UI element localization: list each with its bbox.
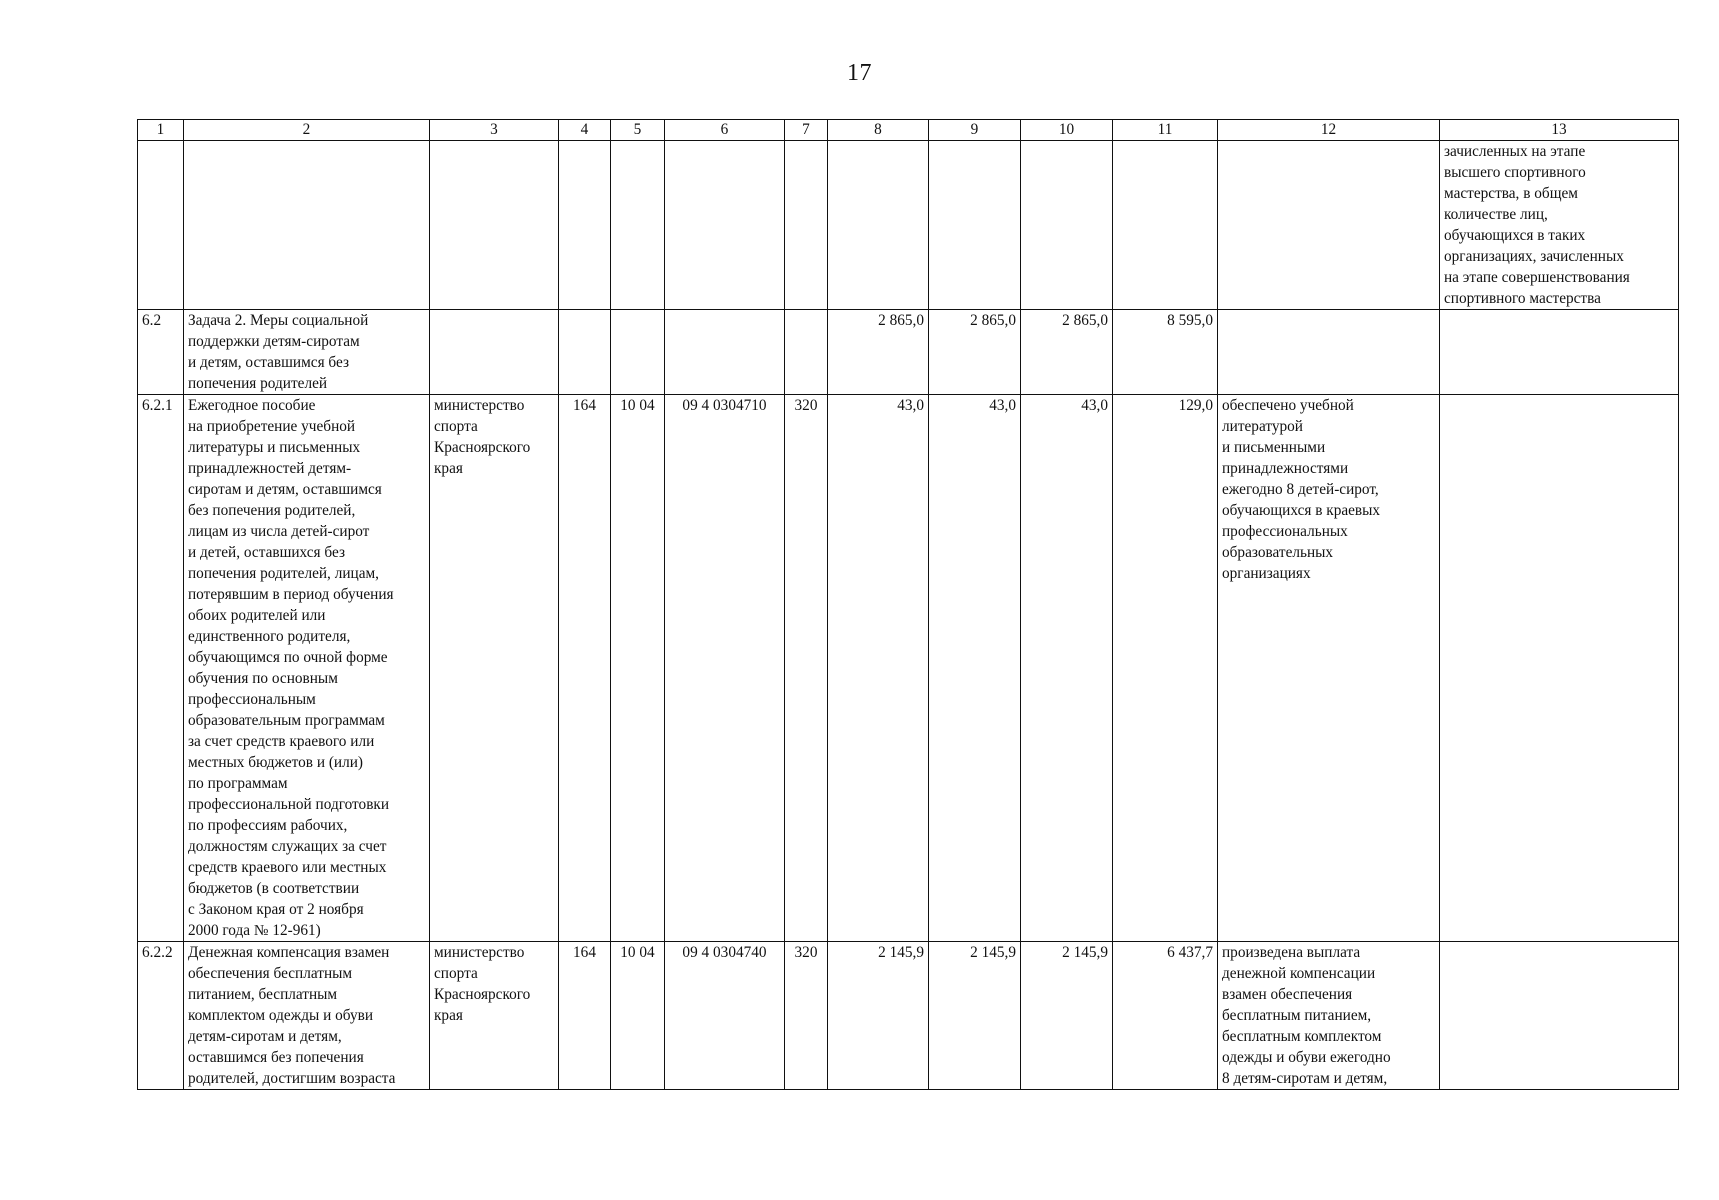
description-cell (184, 395, 430, 942)
amount-cell: 43,0 (929, 395, 1021, 942)
description-text: Задача 2. Меры социальной поддержки детям-сиротам и детям, оставшимся без попечения родителей (188, 312, 369, 392)
executor-text: министерство спорта Красноярского края (434, 397, 531, 477)
indicator-cell (1440, 395, 1679, 942)
target-code-cell (665, 141, 785, 310)
item-number-cell: 6.2.1 (138, 395, 184, 942)
amount-cell: 2 145,9 (828, 942, 929, 1090)
section-code-cell: 10 04 (611, 942, 665, 1090)
amount-cell (1021, 141, 1113, 310)
target-code-cell (665, 310, 785, 395)
column-header: 10 (1021, 120, 1113, 141)
target-code-cell: 09 4 0304710 (665, 395, 785, 942)
executor-cell (430, 942, 559, 1090)
expected-result-text: обеспечено учебной литературой и письменными принадлежностями ежегодно 8 детей-сирот, обучающихся в краевых профессиональных образовательных организациях (1222, 397, 1381, 582)
table-row (138, 310, 1679, 395)
expense-type-cell: 320 (785, 395, 828, 942)
table-row (138, 395, 1679, 942)
expected-result-text: произведена выплата денежной компенсации взамен обеспечения бесплатным питанием, бесплатным комплектом одежды и обуви ежегодно 8 детям-сиротам и детям, (1222, 944, 1391, 1087)
expense-type-cell (785, 310, 828, 395)
indicator-cell (1440, 310, 1679, 395)
table-row (138, 141, 1679, 310)
executor-cell (430, 395, 559, 942)
total-amount-cell: 8 595,0 (1113, 310, 1218, 395)
column-header: 8 (828, 120, 929, 141)
target-code-cell: 09 4 0304740 (665, 942, 785, 1090)
indicator-cell (1440, 141, 1679, 310)
description-cell (184, 141, 430, 310)
section-code-cell (611, 141, 665, 310)
amount-cell: 2 865,0 (828, 310, 929, 395)
program-table (137, 119, 1679, 1090)
column-header: 3 (430, 120, 559, 141)
grbs-code-cell (559, 141, 611, 310)
grbs-code-cell (559, 310, 611, 395)
description-cell (184, 310, 430, 395)
column-header: 5 (611, 120, 665, 141)
column-header: 2 (184, 120, 430, 141)
column-header: 9 (929, 120, 1021, 141)
expected-result-cell (1218, 141, 1440, 310)
expense-type-cell (785, 141, 828, 310)
description-cell (184, 942, 430, 1090)
expected-result-cell (1218, 942, 1440, 1090)
amount-cell: 43,0 (828, 395, 929, 942)
item-number-cell: 6.2 (138, 310, 184, 395)
grbs-code-cell: 164 (559, 395, 611, 942)
total-amount-cell: 6 437,7 (1113, 942, 1218, 1090)
section-code-cell (611, 310, 665, 395)
executor-cell (430, 141, 559, 310)
section-code-cell: 10 04 (611, 395, 665, 942)
item-number-cell (138, 141, 184, 310)
indicator-text: зачисленных на этапе высшего спортивного мастерства, в общем количестве лиц, обучающихся в таких организациях, зачисленных на этапе совершенствования спортивного мастерства (1444, 143, 1630, 307)
column-header: 13 (1440, 120, 1679, 141)
amount-cell: 2 145,9 (1021, 942, 1113, 1090)
description-text: Ежегодное пособие на приобретение учебной литературы и письменных принадлежностей детям- сиротам и детям, оставшимся без попечения родителей, лицам из числа детей-сирот и детей, оставшихся без попечения родителей, лицам, потерявшим в период обучения обоих родителей или единственного родителя, обучающимся по очной форме обучения по основным профессиональным образовательным программам за счет средств краевого или местных бюджетов и (или) по программам профессиональной подготовки по профессиям рабочих, должностям служащих за счет средств краевого или местных бюджетов (в соответствии с Законом края от 2 ноября 2000 года № 12-961) (188, 397, 394, 939)
amount-cell: 43,0 (1021, 395, 1113, 942)
column-header: 4 (559, 120, 611, 141)
amount-cell (929, 141, 1021, 310)
executor-cell (430, 310, 559, 395)
total-amount-cell: 129,0 (1113, 395, 1218, 942)
total-amount-cell (1113, 141, 1218, 310)
indicator-cell (1440, 942, 1679, 1090)
description-text: Денежная компенсация взамен обеспечения бесплатным питанием, бесплатным комплектом одежды и обуви детям-сиротам и детям, оставшимся без попечения родителей, достигшим возраста (188, 944, 396, 1087)
column-header: 7 (785, 120, 828, 141)
expense-type-cell: 320 (785, 942, 828, 1090)
column-number-row (138, 120, 1679, 141)
expected-result-cell (1218, 310, 1440, 395)
amount-cell (828, 141, 929, 310)
amount-cell: 2 145,9 (929, 942, 1021, 1090)
column-header: 1 (138, 120, 184, 141)
grbs-code-cell: 164 (559, 942, 611, 1090)
column-header: 12 (1218, 120, 1440, 141)
table-row (138, 942, 1679, 1090)
amount-cell: 2 865,0 (929, 310, 1021, 395)
item-number-cell: 6.2.2 (138, 942, 184, 1090)
page-number: 17 (847, 60, 872, 86)
expected-result-cell (1218, 395, 1440, 942)
amount-cell: 2 865,0 (1021, 310, 1113, 395)
executor-text: министерство спорта Красноярского края (434, 944, 531, 1024)
column-header: 6 (665, 120, 785, 141)
column-header: 11 (1113, 120, 1218, 141)
